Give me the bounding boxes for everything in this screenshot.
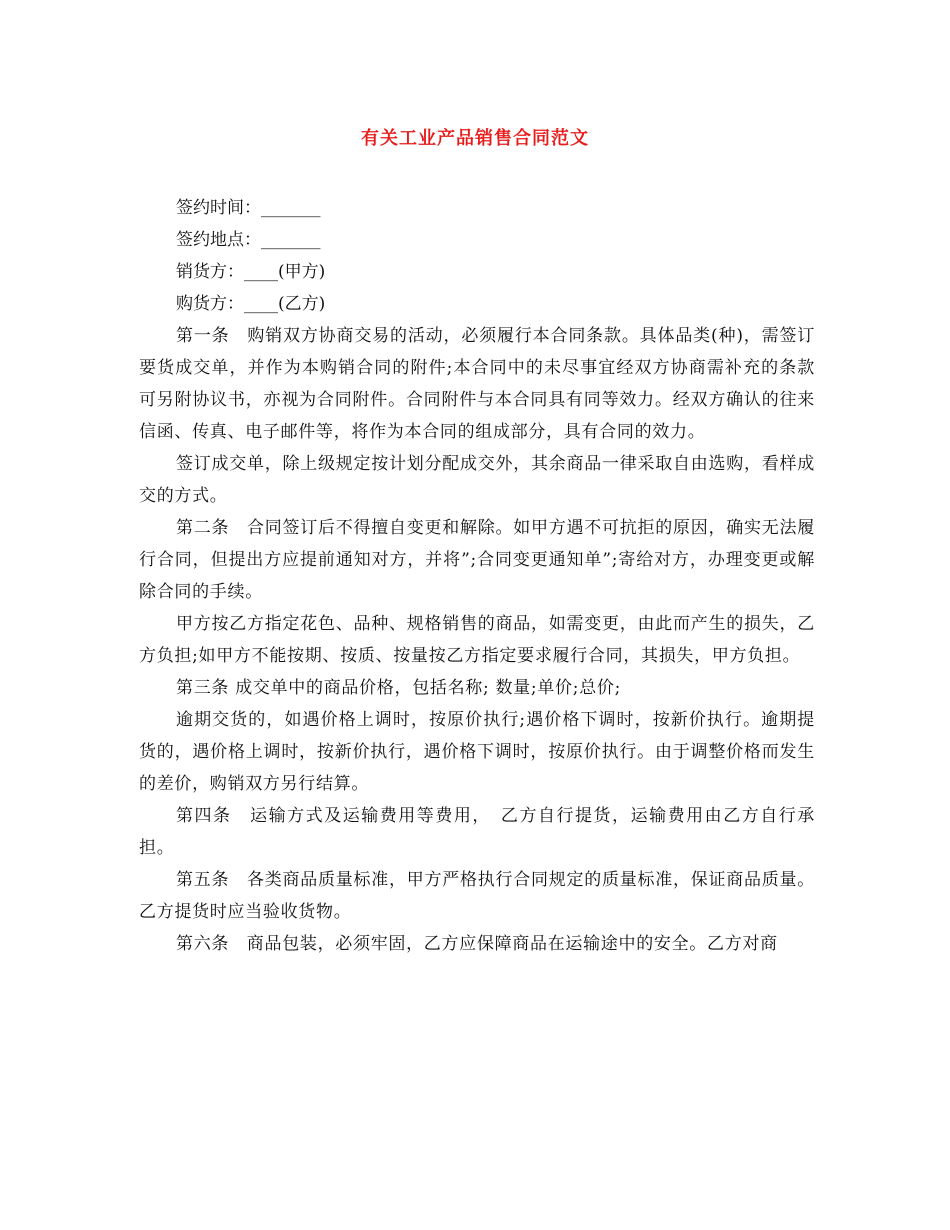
- signing-place-line: 签约地点：_______: [176, 230, 321, 250]
- order-method-paragraph: 签订成交单，除上级规定按计划分配成交外，其余商品一律采取自由选购，看样成交的方式。: [139, 454, 815, 506]
- article-5-paragraph: 第五条 各类商品质量标准，甲方严格执行合同规定的质量标准，保证商品质量。乙方提货时应当验收货物。: [139, 870, 815, 922]
- article-1-paragraph: 第一条 购销双方协商交易的活动，必须履行本合同条款。具体品类(种)，需签订要货成交单，并作为本购销合同的附件;本合同中的未尽事宜经双方协商需补充的条款可另附协议书，亦视为合同附件。合同附件与本合同具有同等效力。经双方确认的往来信函、传真、电子邮件等，将作为本合同的组成部分，具有合同的效力。: [139, 326, 815, 442]
- article-4-paragraph: 第四条 运输方式及运输费用等费用， 乙方自行提货，运输费用由乙方自行承担。: [139, 806, 815, 858]
- buyer-line: 购货方：____(乙方): [176, 294, 326, 314]
- change-loss-paragraph: 甲方按乙方指定花色、品种、规格销售的商品，如需变更，由此而产生的损失，乙方负担;如甲方不能按期、按质、按量按乙方指定要求履行合同，其损失，甲方负担。: [139, 614, 815, 666]
- article-2-paragraph: 第二条 合同签订后不得擅自变更和解除。如甲方遇不可抗拒的原因，确实无法履行合同，但提出方应提前通知对方，并将”;合同变更通知单”;寄给对方，办理变更或解除合同的手续。: [139, 518, 815, 602]
- document-title: 有关工业产品销售合同范文: [361, 128, 589, 149]
- price-adjustment-paragraph: 逾期交货的，如遇价格上调时，按原价执行;遇价格下调时，按新价执行。逾期提货的，遇价格上调时，按新价执行，遇价格下调时，按原价执行。由于调整价格而发生的差价，购销双方另行结算。: [139, 710, 815, 794]
- article-6-paragraph: 第六条 商品包装，必须牢固，乙方应保障商品在运输途中的安全。乙方对商: [176, 934, 778, 954]
- document-body: [139, 192, 815, 960]
- article-3-paragraph: 第三条 成交单中的商品价格，包括名称; 数量;单价;总价;: [176, 678, 622, 698]
- signing-time-line: 签约时间：_______: [176, 198, 321, 218]
- seller-line: 销货方：____(甲方): [176, 262, 326, 282]
